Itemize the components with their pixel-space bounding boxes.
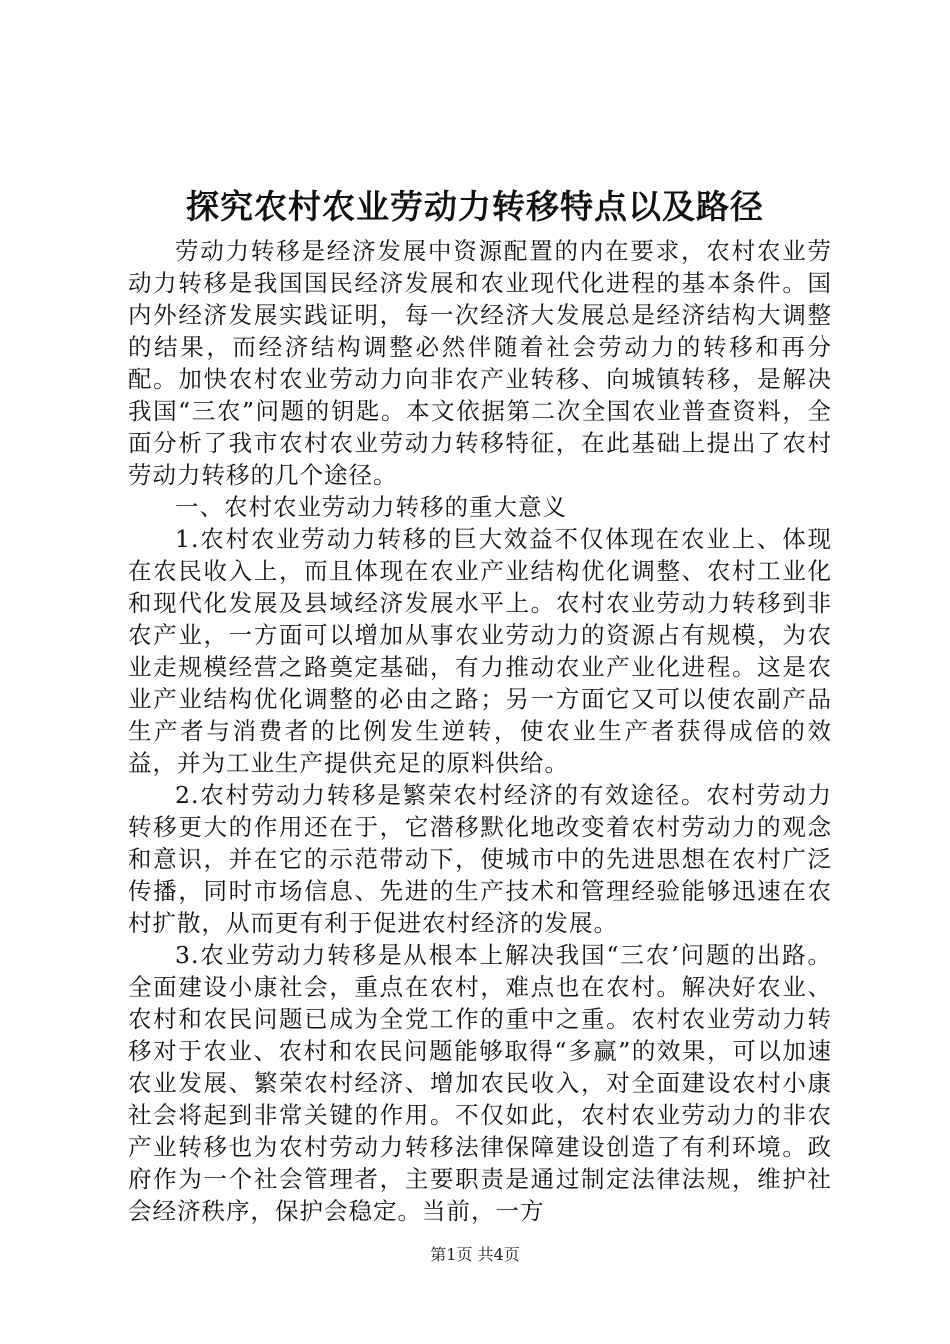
section-heading: 一、农村农业劳动力转移的重大意义 — [175, 493, 567, 521]
paragraph-point-3: 3.农业劳动力转移是从根本上解决我国“三农’问题的出路。全面建设小康社会，重点在农村，难点也在农村。解决好农业、农村和农民问题已成为全党工作的重中之重。农村农业劳动力转移对于农业、农村和农民问题能够取得“多赢”的效果，可以加速农业发展、繁荣农村经济、增加农民收入，对全面建设农村小康社会将起到非常关键的作用。不仅如此，农村农业劳动力的非农产业转移也为农村劳动力转移法律保障建设创造了有利环境。政府作为一个社会管理者，主要职责是通过制定法律法规，维护社会经济秩序，保护会稳定。当前，一方 — [128, 941, 832, 1225]
page-footer: 第1页 共4页 — [430, 1245, 520, 1264]
document-title: 探究农村农业劳动力转移特点以及路径 — [186, 187, 764, 226]
document-body — [128, 235, 832, 1227]
paragraph-intro: 劳动力转移是经济发展中资源配置的内在要求，农村农业劳动力转移是我国国民经济发展和农业现代化进程的基本条件。国内外经济发展实践证明，每一次经济大发展总是经济结构大调整的结果，而经济结构调整必然伴随着社会劳动力的转移和再分配。加快农村农业劳动力向非农产业转移、向城镇转移，是解决我国“三农”问题的钥匙。本文依据第二次全国农业普查资料，全面分析了我市农村农业劳动力转移特征，在此基础上提出了农村劳动力转移的几个途径。 — [128, 237, 832, 489]
paragraph-point-2: 2.农村劳动力转移是繁荣农村经济的有效途径。农村劳动力转移更大的作用还在于，它潜移默化地改变着农村劳动力的观念和意识，并在它的示范带动下，使城市中的先进思想在农村广泛传播，同时市场信息、先进的生产技术和管理经验能够迅速在农村扩散，从而更有利于促进农村经济的发展。 — [128, 781, 832, 937]
paragraph-point-1: 1.农村农业劳动力转移的巨大效益不仅体现在农业上、体现在农民收入上，而且体现在农业产业结构优化调整、农村工业化和现代化发展及县域经济发展水平上。农村农业劳动力转移到非农产业，一方面可以增加从事农业劳动力的资源占有规模，为农业走规模经营之路奠定基础，有力推动农业产业化进程。这是农业产业结构优化调整的必由之路；另一方面它又可以使农副产品生产者与消费者的比例发生逆转，使农业生产者获得成倍的效益，并为工业生产提供充足的原料供给。 — [128, 525, 832, 777]
